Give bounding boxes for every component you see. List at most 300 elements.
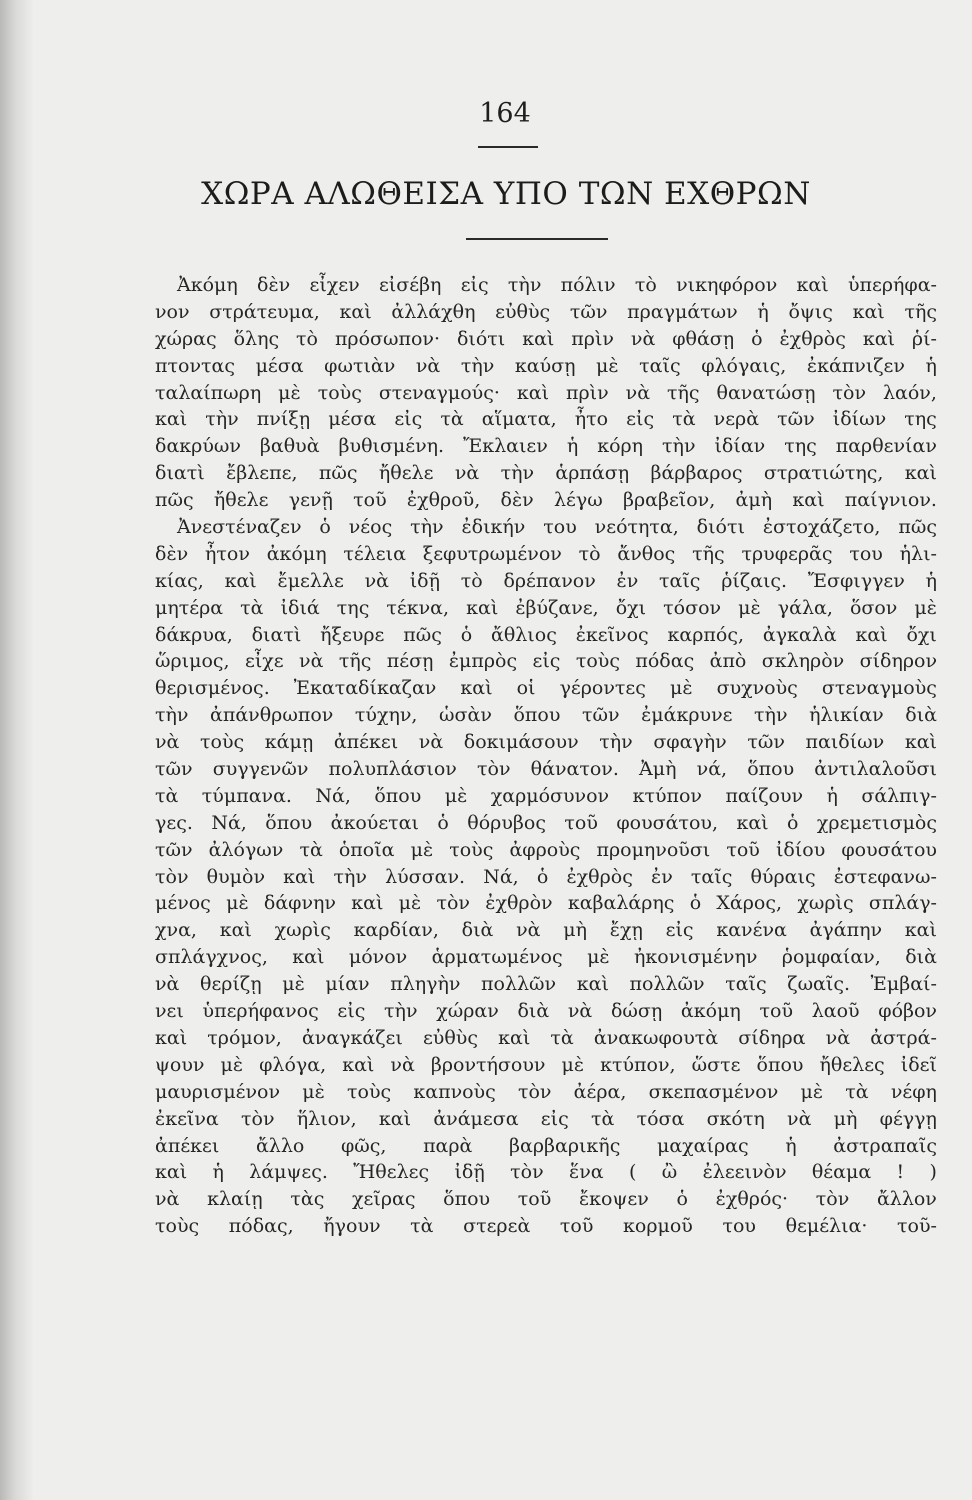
text-word: δὲν [257, 274, 291, 296]
text-word: διατὶ [155, 462, 205, 485]
text-word: ἔκοψεν [578, 1188, 649, 1211]
text-word: φλόγαις, [701, 354, 787, 377]
text-word: τοῦ [559, 1215, 594, 1238]
text-word: ὁ [319, 516, 331, 539]
text-word: βραβεῖον, [622, 489, 716, 512]
text-word: κάμῃ [264, 731, 314, 754]
text-word: ἐμάκρυνε [641, 704, 733, 727]
text-line [155, 837, 937, 864]
text-word: ταῖς [659, 569, 701, 592]
text-word: θύραις [750, 865, 816, 888]
text-line [155, 810, 937, 837]
text-word: ἡ [785, 1134, 797, 1157]
text-word: εἰσέβη [378, 274, 442, 296]
text-word: τοὺς [155, 1215, 200, 1238]
text-word: καὶ [904, 462, 937, 485]
text-word: ἔχῃ [609, 919, 643, 942]
text-word: γέροντες [559, 677, 646, 700]
text-word: ἤθελε [378, 462, 434, 485]
text-word: ( [628, 1161, 637, 1184]
text-word: δὲν [155, 542, 189, 565]
text-word: ὁ [460, 623, 473, 646]
text-word: ἐν [616, 569, 639, 592]
text-word: λαοῦ [811, 1000, 860, 1023]
text-line [155, 1213, 937, 1240]
text-word: τῶν [747, 731, 785, 754]
text-word: ὄψις [788, 300, 833, 323]
text-line [155, 756, 937, 783]
text-word: στεναγμούς· [378, 381, 500, 404]
text-word: μαυρισμένον [155, 1080, 281, 1103]
text-word: ἡλικίαν [809, 704, 884, 727]
text-word: καὶ [342, 1053, 375, 1076]
text-word: εἰς [665, 919, 694, 942]
text-word: τρόμον, [207, 1026, 282, 1049]
text-word: δακρύων [155, 435, 241, 458]
text-word: εἰς [532, 650, 561, 673]
text-word: ὅπου [443, 1188, 491, 1211]
text-word: Ἐκαταδίκαζαν [293, 677, 437, 700]
text-word: καβαλάρης [567, 892, 675, 915]
text-word: καὶ [339, 300, 372, 323]
text-word: ὁ [787, 811, 799, 834]
text-word: τὸν [815, 1188, 850, 1211]
text-word: ἤξευρε [320, 623, 385, 646]
text-word: τὰ [550, 1026, 574, 1049]
text-word: ἁρπάσῃ [555, 462, 630, 485]
text-word: στεναγμοὺς [821, 677, 937, 700]
text-word: πρὶν [566, 381, 609, 404]
text-word: τὰ [410, 1215, 434, 1238]
text-word: ) [929, 1161, 937, 1184]
text-word: καὶ [576, 973, 609, 996]
text-word: τῆς [692, 542, 725, 565]
text-word: συχνοὺς [716, 677, 798, 700]
text-word: ἐστεφανω- [833, 865, 937, 888]
text-line [155, 568, 937, 595]
text-word: τῶν [569, 300, 608, 323]
text-word: ἀγκαλὰ [762, 623, 837, 646]
text-word: τοὺς [347, 1080, 392, 1103]
text-word: πολλῶν [481, 973, 557, 996]
text-word: ἡ [826, 784, 838, 807]
text-word: ταῖς [690, 865, 733, 888]
text-word: νέος [348, 516, 393, 539]
text-word: φόβον [878, 1000, 937, 1023]
text-word: φλόγα, [259, 1053, 327, 1076]
text-line [155, 622, 937, 649]
text-word: λέγω [553, 489, 603, 512]
text-word: ὅπου [265, 811, 313, 834]
text-word: ὁποῖα [338, 838, 395, 861]
text-word: κτύπον, [600, 1053, 676, 1076]
text-word: τὴν [410, 516, 444, 539]
text-word: νὰ [155, 731, 180, 754]
text-line [155, 514, 937, 541]
text-word: καὶ [855, 623, 888, 646]
text-word: τοῦ [759, 1000, 794, 1023]
text-word: βυθισμένη. [338, 435, 445, 458]
text-word: βαθυὰ [259, 435, 320, 458]
text-word: διὰ [905, 946, 937, 969]
text-word: ψουν [155, 1053, 205, 1076]
text-word: πόδας, [228, 1215, 294, 1238]
text-word: ὅπου [513, 704, 561, 727]
text-word: ῥί- [911, 327, 937, 350]
text-word: τόσα [636, 1107, 685, 1130]
text-word: ὡσὰν [439, 704, 492, 727]
text-line [155, 326, 937, 353]
text-word: σκληρὸν [761, 650, 845, 673]
text-word: θεμέλια· [785, 1215, 868, 1238]
text-word: καὶ [155, 1026, 188, 1049]
text-word: εὐθὺς [422, 1026, 478, 1049]
text-word: γες. [155, 811, 193, 834]
text-word: ὁ [437, 811, 449, 834]
text-word: ἀφροὺς [509, 838, 581, 861]
text-word: μόνον [348, 946, 408, 969]
text-word: καὶ [796, 274, 829, 296]
text-word: τοῦ [353, 489, 387, 512]
text-word: τῆς [338, 650, 372, 673]
text-word: τὸ [296, 327, 318, 350]
text-word: χαρμόσυνον [490, 784, 610, 807]
text-word: θανατώσῃ [716, 381, 816, 404]
text-word: ἔβλεπε, [226, 462, 298, 485]
text-word: δοκιμάσουν [463, 731, 579, 754]
text-line [155, 971, 937, 998]
text-word: σίδηρον [859, 650, 937, 673]
text-word: βροντήσουν [430, 1053, 546, 1076]
text-word: διὰ [461, 919, 494, 942]
text-word: ἰδίου [775, 838, 826, 861]
text-word: μὴ [833, 1107, 858, 1130]
text-word: νὰ [625, 381, 651, 404]
text-word: ἡ [757, 300, 769, 323]
text-line [155, 890, 937, 917]
text-word: εὐθὺς [495, 300, 551, 323]
text-line [155, 272, 937, 299]
text-word: νὰ [630, 327, 656, 350]
text-word: μέσα [255, 354, 304, 377]
text-word: τῆς [904, 300, 937, 323]
text-word: ὅλης [233, 327, 280, 350]
text-line [155, 864, 937, 891]
text-word: τὸ [578, 542, 601, 565]
text-word: ἐλεεινὸν [702, 1161, 787, 1184]
text-word: μὲ [220, 1053, 244, 1076]
text-word: ἀλόγων [208, 838, 284, 861]
text-word: ὥριμος, [155, 650, 230, 673]
text-word: καὶ [224, 569, 257, 592]
chapter-title: ΧΩΡΑ ΑΛΩΘΕΙΣΑ ΥΠΟ ΤΩΝ ΕΧΘΡΩΝ [201, 176, 811, 212]
text-word: καὶ [522, 327, 555, 350]
text-line [155, 1133, 937, 1160]
text-word: τὰ [155, 784, 179, 807]
text-word: πραγμάτων [627, 300, 738, 323]
text-word: καὶ [792, 489, 825, 512]
text-word: τοῦ [564, 811, 598, 834]
text-word: θάνατον. [530, 758, 619, 781]
text-word: ἥλιον, [296, 1107, 357, 1130]
text-word: ἡλι- [899, 542, 937, 565]
text-word: εἶχε [244, 650, 284, 673]
text-word: μὴ [563, 919, 588, 942]
text-word: φέγγῃ [879, 1107, 937, 1130]
text-word: ἁρματωμένος [431, 946, 563, 969]
text-word: πρὶν [571, 327, 614, 350]
text-word: ὅσον [849, 596, 898, 619]
text-word: παίζουν [725, 784, 804, 807]
text-word: τὸ [460, 569, 483, 592]
text-word: νὰ [787, 1107, 812, 1130]
text-word: στράτευμα, [209, 300, 320, 323]
text-word: ἤγουν [323, 1215, 381, 1238]
text-word: θόρυβος [467, 811, 546, 834]
text-word: τὸν [477, 758, 511, 781]
text-word: σάλπιγ- [861, 784, 937, 807]
text-word: ἕνα [569, 1161, 604, 1184]
text-word: ἀνακωφουτὰ [593, 1026, 719, 1049]
text-word: τοὺς [317, 381, 362, 404]
text-word: τὴν [507, 274, 542, 296]
text-word: ὑπερήφα- [847, 274, 937, 296]
text-word: ἡ [925, 354, 937, 377]
text-word: τέλεια [343, 542, 406, 565]
text-word: ἐχθρὸς [566, 865, 633, 888]
text-word: καὶ [516, 381, 550, 404]
text-word: ἀκόμη [266, 542, 327, 565]
text-word: ἀγάπην [809, 919, 883, 942]
text-word: εἶχεν [309, 274, 360, 296]
text-line [155, 1106, 937, 1133]
text-word: μὲ [914, 596, 937, 619]
text-word: μὲ [800, 1080, 824, 1103]
text-word: τοὺς [575, 650, 620, 673]
text-word: εἰς [394, 408, 423, 431]
text-word: διὰ [517, 1000, 550, 1023]
binding-shadow [0, 0, 34, 1500]
text-line [155, 353, 937, 380]
text-word: ἀπέκει [333, 731, 399, 754]
text-word: σφαγὴν [653, 731, 727, 754]
text-word: ἐστοχάζετο, [762, 516, 881, 539]
text-word: τὴν [599, 731, 633, 754]
text-word: της [904, 408, 937, 431]
text-word: βαρβαρικῆς [509, 1134, 621, 1157]
text-word: διὰ [905, 704, 937, 727]
text-word: νὰ [390, 1053, 415, 1076]
text-line [155, 595, 937, 622]
text-word: φῶς, [340, 1134, 387, 1157]
text-word: ἡ [566, 435, 579, 458]
text-word: μέσα [328, 408, 377, 431]
text-word: φθάσῃ [672, 327, 735, 350]
text-word: ἰδῇ [454, 1161, 485, 1184]
text-word: πῶς [155, 489, 194, 512]
text-word: καὶ [736, 811, 769, 834]
text-word: ὅπου [374, 784, 422, 807]
text-line [155, 406, 937, 433]
text-line [155, 380, 937, 407]
text-word: καὶ [283, 865, 316, 888]
text-word: θερισμένος. [155, 677, 270, 700]
text-word: καρπός, [667, 623, 745, 646]
text-word: ἐχθρὸν [485, 892, 553, 915]
text-word: δὲν [500, 489, 534, 512]
text-word: τοῦ- [897, 1215, 937, 1238]
text-word: παίγνιον. [844, 489, 937, 512]
text-word: μὲ [738, 596, 761, 619]
text-word: καὶ [292, 946, 325, 969]
text-word: καὶ [219, 919, 252, 942]
text-word: τύχην, [354, 704, 418, 727]
text-word: διότι [456, 327, 506, 350]
text-word: ἀνάμεσα [433, 1107, 519, 1130]
text-word: λάμψες. [249, 1161, 328, 1184]
text-line [155, 783, 937, 810]
text-word: του [849, 542, 883, 565]
text-word: καὶ [852, 300, 885, 323]
text-word: Νά, [315, 784, 351, 807]
text-word: Ἔσφιγγεν [807, 569, 905, 592]
text-word: ταῖς [639, 354, 681, 377]
text-word: καπνοὺς [413, 1080, 496, 1103]
text-word: πέσῃ [386, 650, 434, 673]
text-word: μὲ [587, 946, 610, 969]
text-word: ὄχι [906, 623, 937, 646]
text-line [155, 1052, 937, 1079]
text-word: σίδηρα [738, 1026, 806, 1049]
text-word: τὴν [662, 435, 696, 458]
text-word: βάρβαρος [650, 462, 743, 485]
text-word: μὲ [226, 892, 249, 915]
text-word: καὶ [155, 408, 188, 431]
text-word: Νά, [483, 865, 519, 888]
text-word: ἐν [651, 865, 673, 888]
text-word: ἰδεῖ [900, 1053, 937, 1076]
text-word: τῶν [777, 408, 815, 431]
text-word: ἐχθροῦ, [406, 489, 481, 512]
text-word: χρεμετισμὸς [816, 811, 937, 834]
text-word: εἰς [540, 1107, 569, 1130]
text-word: πῶς [403, 623, 442, 646]
text-word: Ἀκόμη [177, 274, 238, 296]
text-word: τὰ [440, 408, 464, 431]
text-word: ἀπέκει [155, 1134, 220, 1157]
text-word: μὲ [596, 354, 619, 377]
text-line [155, 702, 937, 729]
text-word: χνα, [155, 919, 197, 942]
text-word: ἀλλάχθη [391, 300, 476, 323]
top-rule [478, 146, 538, 148]
text-word: νὰ [155, 973, 180, 996]
text-word: καὶ [466, 596, 499, 619]
text-word: θερίζῃ [200, 973, 262, 996]
text-word: νά, [696, 758, 728, 781]
text-word: λαόν, [882, 381, 937, 404]
text-word: ὁ [536, 865, 549, 888]
text-word: τὴν [500, 462, 535, 485]
text-word: μὲ [444, 784, 468, 807]
text-word: ἐκεῖνα [155, 1107, 219, 1130]
text-word: τὰ [299, 838, 323, 861]
text-line [155, 433, 937, 460]
text-word: νὰ [155, 1188, 180, 1211]
text-word: ἀστρά- [870, 1026, 937, 1049]
text-word: νὰ [567, 1000, 593, 1023]
text-word: τὰς [290, 1188, 325, 1211]
text-word: ἦτον [205, 542, 250, 565]
text-word: ἄνθος [617, 542, 676, 565]
text-word: ἄλλο [255, 1134, 305, 1157]
text-word: του [543, 516, 577, 539]
text-word: ζωαῖς. [787, 973, 851, 996]
text-word: ἠκονισμένην [634, 946, 758, 969]
text-word: σκότη [706, 1107, 765, 1130]
text-word: θυμὸν [206, 865, 265, 888]
text-word: ὁ [676, 1188, 688, 1211]
text-word: ἤθελε [213, 489, 269, 512]
text-word: νὰ [364, 569, 389, 592]
text-line [155, 1186, 937, 1213]
text-word: νὰ [825, 1026, 851, 1049]
text-word: νον [155, 300, 190, 323]
text-word: ὑπερήφανος [202, 1000, 319, 1023]
text-line [155, 944, 937, 971]
text-word: γάλα, [777, 596, 833, 619]
text-word: τὸν [832, 381, 867, 404]
text-word: μητέρα [155, 596, 224, 619]
text-word: ῥίζαις. [721, 569, 788, 592]
text-word: τὴν [754, 704, 788, 727]
text-word: τὴν [384, 1000, 418, 1023]
text-word: μὲ [561, 1053, 585, 1076]
text-line [155, 1025, 937, 1052]
text-word: δρέπανον [503, 569, 596, 592]
text-word: ἰδῇ [409, 569, 440, 592]
text-word: πνίξῃ [256, 408, 311, 431]
text-word: ἐμπρὸς [448, 650, 518, 673]
text-word: νερὰ [713, 408, 760, 431]
text-word: τοῦ [726, 838, 760, 861]
text-word: νὰ [299, 650, 324, 673]
text-word: ὢ [661, 1161, 678, 1184]
text-word: ἀντιλαλοῦσι [814, 758, 937, 781]
text-line [155, 1159, 937, 1186]
text-word: Ἔκλαιεν [463, 435, 548, 458]
text-word: καὶ [351, 892, 384, 915]
text-word: φωτιὰν [324, 354, 396, 377]
text-word: τὰ [672, 408, 696, 431]
text-word: δώσῃ [610, 1000, 663, 1023]
text-word: νὰ [454, 462, 480, 485]
text-word: ἀπάνθρωπον [210, 704, 334, 727]
text-word: συγγενῶν [212, 758, 309, 781]
text-word: καὶ [498, 1026, 531, 1049]
text-word: νὰ [516, 919, 541, 942]
text-word: της [336, 596, 370, 619]
text-line [155, 487, 937, 514]
text-word: πῶς [318, 462, 358, 485]
text-word: μὲ [669, 677, 693, 700]
text-word: οἱ [516, 677, 536, 700]
text-word: ἀμὴ [735, 489, 773, 512]
text-word: ἀέρα, [573, 1080, 627, 1103]
text-word: Χάρος, [716, 892, 783, 915]
text-line [155, 460, 937, 487]
text-word: ὁ [751, 327, 763, 350]
